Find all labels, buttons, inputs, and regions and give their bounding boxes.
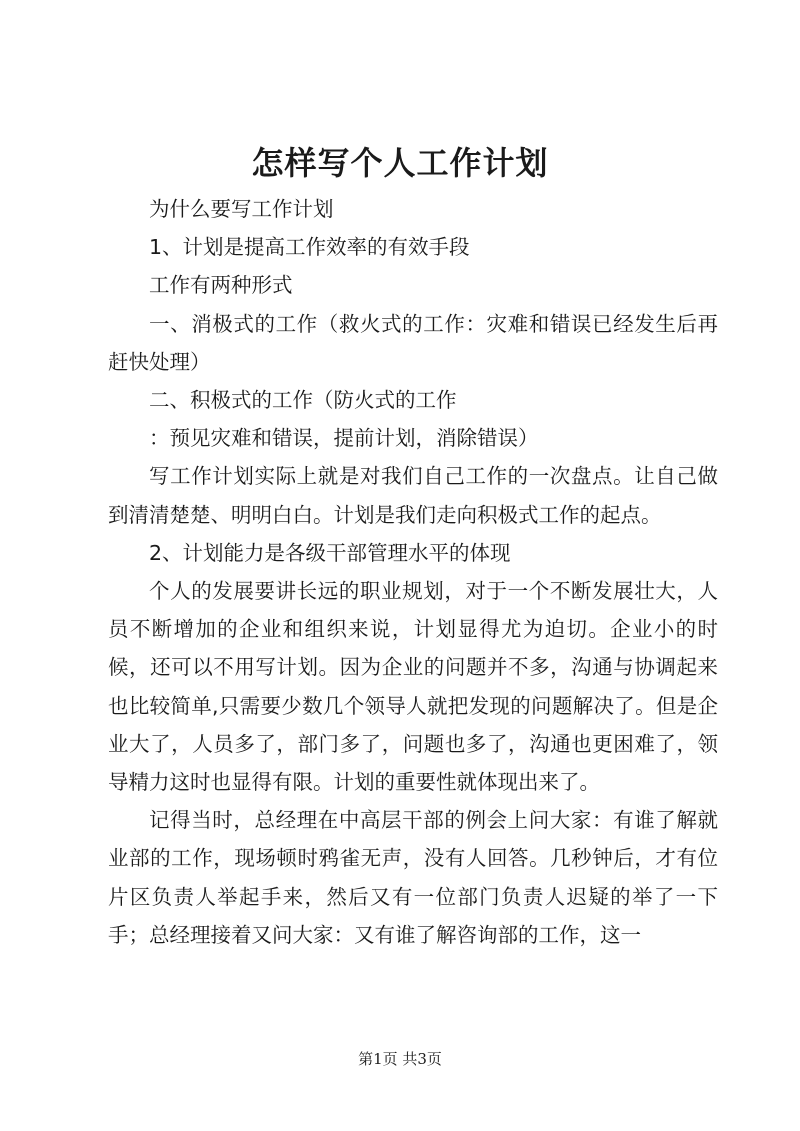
paragraph-10: 记得当时，总经理在中高层干部的例会上问大家：有谁了解就业部的工作，现场顿时鸦雀无声，没有人回答。几秒钟后，才有位片区负责人举起手来，然后又有一位部门负责人迟疑的举了一下手；总经理接着又问大家：又有谁了解咨询部的工作，这一	[108, 808, 718, 947]
paragraph-7: 写工作计划实际上就是对我们自己工作的一次盘点。让自己做到清清楚楚、明明白白。计划是我们走向积极式工作的起点。	[108, 464, 718, 527]
document-body	[108, 190, 718, 954]
paragraph-4: 一、消极式的工作（救火式的工作：灾难和错误已经发生后再赶快处理）	[108, 311, 718, 374]
paragraph-8: 2、计划能力是各级干部管理水平的体现	[149, 540, 511, 565]
paragraph-3: 工作有两种形式	[149, 273, 293, 298]
paragraph-5: 二、积极式的工作（防火式的工作	[149, 388, 457, 413]
paragraph-9: 个人的发展要讲长远的职业规划，对于一个不断发展壮大，人员不断增加的企业和组织来说，计划显得尤为迫切。企业小的时候，还可以不用写计划。因为企业的问题并不多，沟通与协调起来也比较简单,只需要少数几个领导人就把发现的问题解决了。但是企业大了，人员多了，部门多了，问题也多了，沟通也更困难了，领导精力这时也显得有限。计划的重要性就体现出来了。	[108, 579, 718, 795]
paragraph-1: 为什么要写工作计划	[149, 197, 334, 221]
paragraph-2: 1、计划是提高工作效率的有效手段	[149, 235, 470, 260]
page-footer: 第1页 共3页	[358, 1050, 442, 1068]
paragraph-6: ：预见灾难和错误，提前计划，消除错误）	[149, 426, 539, 451]
document-title: 怎样写个人工作计划	[251, 144, 549, 182]
